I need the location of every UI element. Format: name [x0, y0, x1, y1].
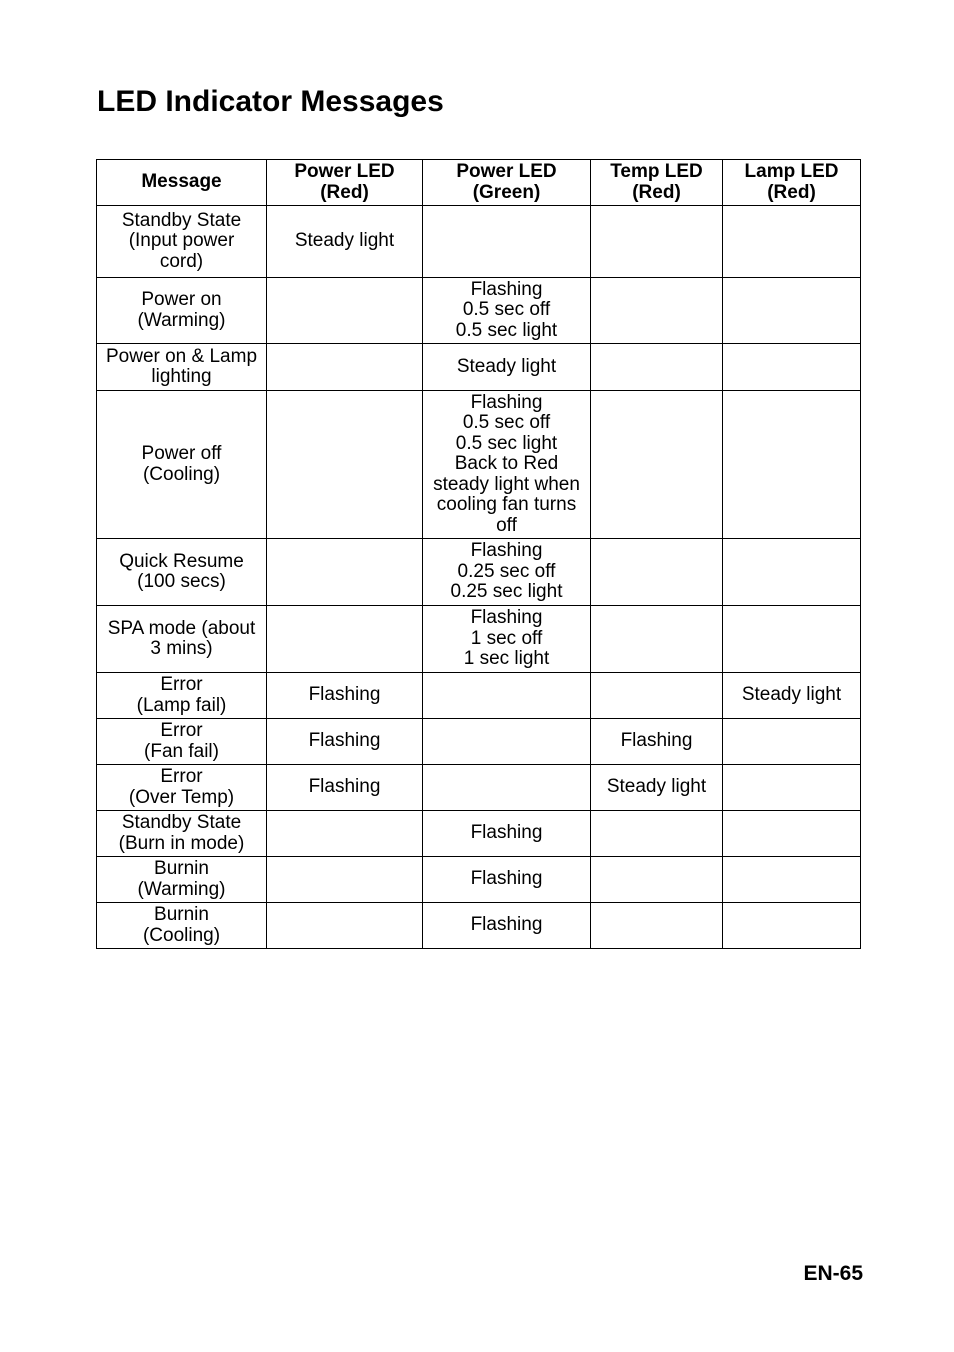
temp-led-red-cell: Flashing: [591, 719, 723, 765]
lamp-led-red-cell: [723, 857, 861, 903]
table-row: [97, 391, 861, 539]
power-led-red-cell: [267, 811, 423, 857]
temp-led-red-cell: Steady light: [591, 765, 723, 811]
power-led-green-cell: [423, 206, 591, 278]
lamp-led-red-cell: [723, 278, 861, 344]
message-cell: Burnin (Cooling): [97, 903, 267, 949]
temp-led-red-cell: [591, 344, 723, 391]
message-cell: Error (Over Temp): [97, 765, 267, 811]
power-led-green-cell: Flashing 1 sec off 1 sec light: [423, 606, 591, 673]
temp-led-red-cell: [591, 391, 723, 539]
lamp-led-red-cell: [723, 344, 861, 391]
message-cell: Standby State (Burn in mode): [97, 811, 267, 857]
power-led-green-cell: [423, 719, 591, 765]
power-led-red-cell: Flashing: [267, 765, 423, 811]
lamp-led-red-cell: [723, 206, 861, 278]
table-row: [97, 606, 861, 673]
led-indicator-table: [96, 159, 861, 949]
power-led-red-cell: Steady light: [267, 206, 423, 278]
power-led-green-cell: Flashing 0.25 sec off 0.25 sec light: [423, 539, 591, 606]
message-cell: Power on (Warming): [97, 278, 267, 344]
table-row: [97, 344, 861, 391]
message-cell: Error (Fan fail): [97, 719, 267, 765]
lamp-led-red-cell: [723, 765, 861, 811]
temp-led-red-cell: [591, 206, 723, 278]
lamp-led-red-cell: Steady light: [723, 673, 861, 719]
lamp-led-red-cell: [723, 719, 861, 765]
lamp-led-red-cell: [723, 811, 861, 857]
header-lamp-led-red: Lamp LED (Red): [723, 160, 861, 206]
temp-led-red-cell: [591, 673, 723, 719]
message-cell: Power off (Cooling): [97, 391, 267, 539]
message-cell: SPA mode (about 3 mins): [97, 606, 267, 673]
power-led-green-cell: [423, 673, 591, 719]
message-cell: Burnin (Warming): [97, 857, 267, 903]
table-row: [97, 765, 861, 811]
page-number: EN-65: [803, 1262, 863, 1285]
power-led-red-cell: [267, 344, 423, 391]
table-row: [97, 539, 861, 606]
power-led-red-cell: Flashing: [267, 719, 423, 765]
table-row: [97, 811, 861, 857]
header-power-led-green: Power LED (Green): [423, 160, 591, 206]
power-led-green-cell: Flashing: [423, 857, 591, 903]
table-row: [97, 857, 861, 903]
lamp-led-red-cell: [723, 903, 861, 949]
power-led-green-cell: Flashing: [423, 811, 591, 857]
message-cell: Standby State (Input power cord): [97, 206, 267, 278]
power-led-red-cell: Flashing: [267, 673, 423, 719]
power-led-red-cell: [267, 278, 423, 344]
lamp-led-red-cell: [723, 391, 861, 539]
power-led-red-cell: [267, 539, 423, 606]
message-cell: Power on & Lamp lighting: [97, 344, 267, 391]
table-row: [97, 278, 861, 344]
power-led-green-cell: Flashing: [423, 903, 591, 949]
header-power-led-red: Power LED (Red): [267, 160, 423, 206]
temp-led-red-cell: [591, 606, 723, 673]
power-led-green-cell: [423, 765, 591, 811]
lamp-led-red-cell: [723, 606, 861, 673]
table-row: [97, 719, 861, 765]
power-led-red-cell: [267, 903, 423, 949]
temp-led-red-cell: [591, 811, 723, 857]
power-led-red-cell: [267, 606, 423, 673]
temp-led-red-cell: [591, 278, 723, 344]
power-led-red-cell: [267, 391, 423, 539]
header-message: Message: [97, 160, 267, 206]
power-led-green-cell: Flashing 0.5 sec off 0.5 sec light Back to Red steady light when cooling fan turns off: [423, 391, 591, 539]
lamp-led-red-cell: [723, 539, 861, 606]
power-led-green-cell: Flashing 0.5 sec off 0.5 sec light: [423, 278, 591, 344]
page-title: LED Indicator Messages: [97, 85, 444, 118]
power-led-red-cell: [267, 857, 423, 903]
temp-led-red-cell: [591, 539, 723, 606]
table-row: [97, 206, 861, 278]
table-header-row: [97, 160, 861, 206]
temp-led-red-cell: [591, 903, 723, 949]
table-row: [97, 673, 861, 719]
message-cell: Error (Lamp fail): [97, 673, 267, 719]
temp-led-red-cell: [591, 857, 723, 903]
message-cell: Quick Resume (100 secs): [97, 539, 267, 606]
header-temp-led-red: Temp LED (Red): [591, 160, 723, 206]
table-row: [97, 903, 861, 949]
power-led-green-cell: Steady light: [423, 344, 591, 391]
